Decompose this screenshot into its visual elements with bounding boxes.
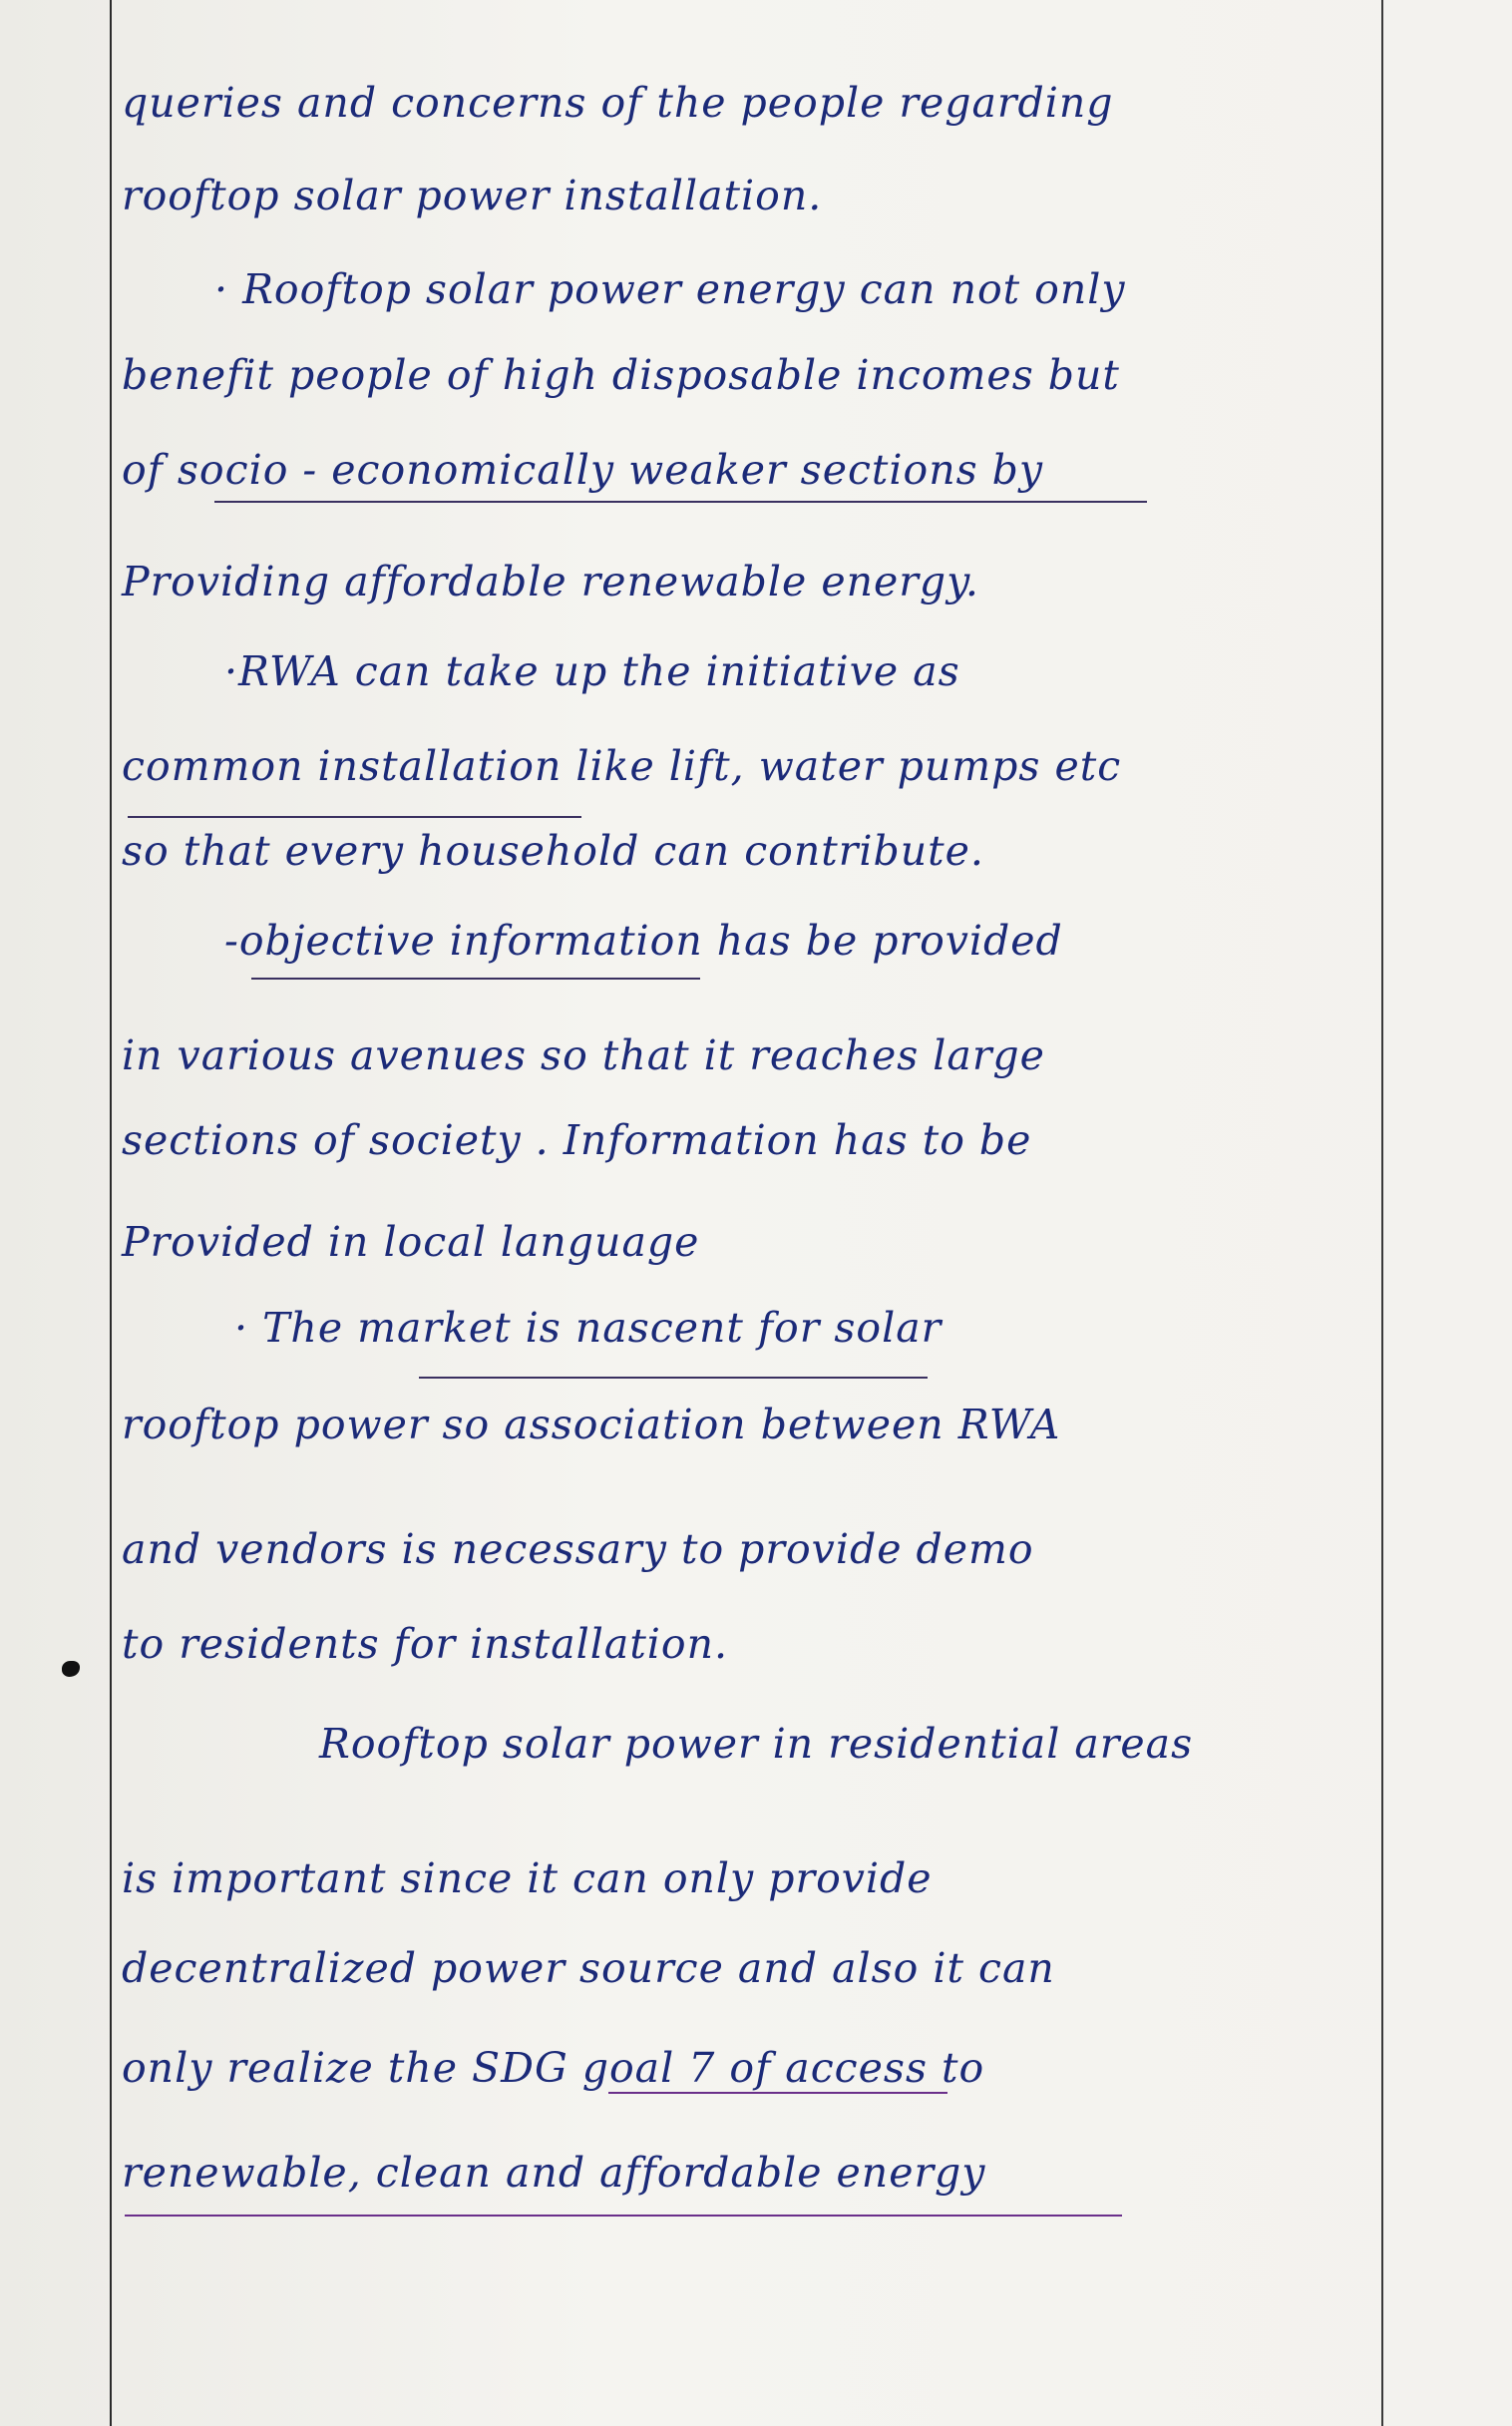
text-line-11: in various avenues so that it reaches large	[122, 1031, 1045, 1079]
text-line-5: of socio - economically weaker sections by	[122, 446, 1044, 494]
text-line-16: and vendors is necessary to provide demo	[122, 1525, 1034, 1573]
text-line-3: · Rooftop solar power energy can not only	[214, 265, 1126, 313]
text-line-12: sections of society . Information has to be	[122, 1116, 1032, 1164]
left-margin-line	[110, 0, 112, 2426]
text-line-2: rooftop solar power installation.	[122, 172, 823, 219]
underline-sdg-goal	[608, 2092, 947, 2094]
text-line-21: only realize the SDG goal 7 of access to	[122, 2044, 985, 2092]
text-line-19: is important since it can only provide	[122, 1854, 933, 1902]
ink-blot	[62, 1661, 80, 1677]
underline-renewable-clean-affordable	[125, 2215, 1122, 2217]
text-line-10: -objective information has be provided	[224, 917, 1063, 965]
text-line-8: common installation like lift, water pumps etc	[122, 742, 1122, 790]
text-line-7: ·RWA can take up the initiative as	[224, 647, 960, 695]
text-line-9: so that every household can contribute.	[122, 827, 984, 875]
text-line-22: renewable, clean and affordable energy	[122, 2149, 986, 2197]
text-line-4: benefit people of high disposable incomes but	[122, 351, 1120, 399]
underline-socio-economically	[214, 501, 1147, 503]
text-line-6: Providing affordable renewable energy.	[122, 558, 979, 606]
text-line-13: Provided in local language	[122, 1218, 700, 1266]
underline-market-nascent	[419, 1377, 928, 1379]
text-line-17: to residents for installation.	[122, 1620, 729, 1668]
text-line-14: · The market is nascent for solar	[234, 1304, 943, 1352]
text-line-1: queries and concerns of the people regarding	[122, 79, 1114, 127]
text-line-15: rooftop power so association between RWA	[122, 1401, 1061, 1448]
right-margin-line	[1381, 0, 1383, 2426]
underline-objective-information	[251, 978, 700, 980]
text-line-18: Rooftop solar power in residential areas	[319, 1720, 1194, 1768]
underline-common-installation	[128, 816, 581, 818]
text-line-20: decentralized power source and also it can	[122, 1944, 1055, 1992]
